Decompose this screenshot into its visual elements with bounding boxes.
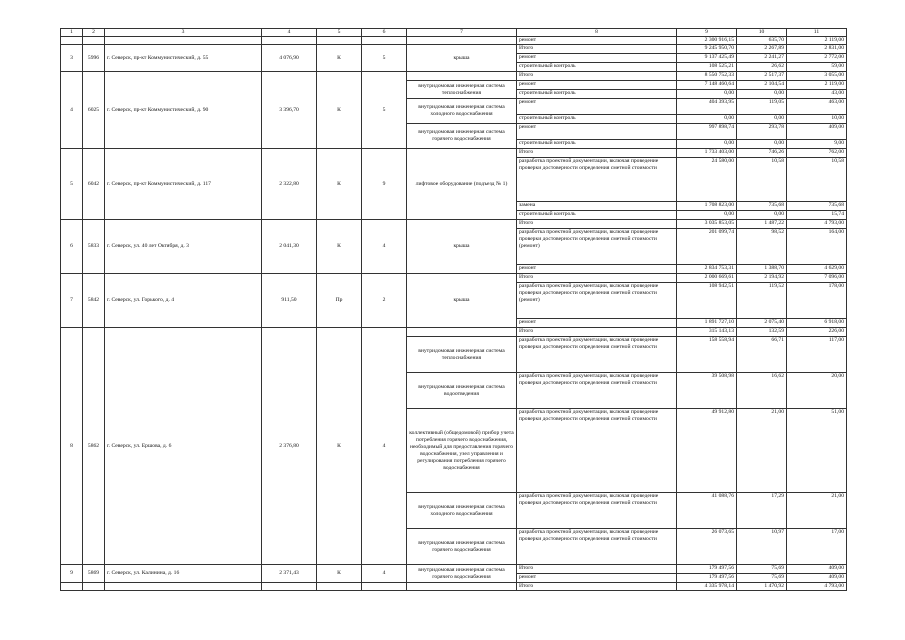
amount-total-cell: 997 898,74 — [677, 124, 737, 140]
work-type-cell: Итого — [517, 583, 677, 591]
element-cell: лифтовое оборудование (подъезд № 1) — [407, 149, 517, 220]
amount-total-cell: 179 497,56 — [677, 574, 737, 583]
amount-total-cell: 9 245 950,70 — [677, 45, 737, 54]
amount-limit-cell: 463,00 — [787, 99, 847, 115]
amount-per-m2-cell: 26,62 — [737, 63, 787, 72]
amount-per-m2-cell: 1 388,70 — [737, 265, 787, 274]
amount-per-m2-cell: 0,00 — [737, 115, 787, 124]
amount-per-m2-cell: 10,97 — [737, 529, 787, 565]
work-type-cell: Итого — [517, 72, 677, 81]
amount-limit-cell: 409,00 — [787, 574, 847, 583]
column-number-header: 11 — [787, 29, 847, 37]
floors-cell: 4 — [362, 565, 407, 583]
amount-per-m2-cell: 0,00 — [737, 211, 787, 220]
row-number-cell: 3 — [61, 45, 83, 72]
amount-total-cell: 201 099,74 — [677, 229, 737, 265]
column-number-header: 2 — [83, 29, 105, 37]
work-type-cell: ремонт — [517, 37, 677, 45]
work-type-cell: ремонт — [517, 54, 677, 63]
floors-cell: 4 — [362, 328, 407, 565]
work-type-cell: разработка проектной документации, включая проведение проверки достоверности определения сметной стоимости (ремонт) — [517, 229, 677, 265]
amount-limit-cell: 10,00 — [787, 115, 847, 124]
area-cell: 3 396,70 — [262, 72, 317, 149]
class-cell: К — [317, 45, 362, 72]
empty-cell — [317, 583, 362, 591]
work-type-cell: Итого — [517, 149, 677, 158]
class-cell: К — [317, 220, 362, 274]
work-type-cell: строительный контроль — [517, 211, 677, 220]
amount-per-m2-cell: 66,71 — [737, 337, 787, 373]
amount-total-cell: 2 834 753,31 — [677, 265, 737, 274]
address-cell: г. Северск, пр-кт Коммунистический, д. 90 — [105, 72, 262, 149]
amount-total-cell: 24 580,00 — [677, 158, 737, 202]
row-number-cell: 8 — [61, 328, 83, 565]
empty-cell — [105, 37, 262, 45]
element-cell: крыша — [407, 45, 517, 72]
work-type-cell: разработка проектной документации, включая проведение проверки достоверности определения сметной стоимости — [517, 373, 677, 409]
element-cell: внутридомовая инженерная система холодного водоснабжения — [407, 99, 517, 124]
amount-total-cell: 4 335 978,14 — [677, 583, 737, 591]
column-number-header: 9 — [677, 29, 737, 37]
amount-total-cell: 0,00 — [677, 140, 737, 149]
column-number-header: 8 — [517, 29, 677, 37]
amount-limit-cell: 9,00 — [787, 140, 847, 149]
amount-limit-cell: 3 055,00 — [787, 72, 847, 81]
class-cell: К — [317, 565, 362, 583]
work-type-cell: разработка проектной документации, включая проведение проверки достоверности определения сметной стоимости — [517, 493, 677, 529]
amount-per-m2-cell: 2 267,89 — [737, 45, 787, 54]
class-cell: Пр — [317, 274, 362, 328]
amount-limit-cell: 6 918,00 — [787, 319, 847, 328]
area-cell: 2 376,80 — [262, 328, 317, 565]
row-number-cell: 4 — [61, 72, 83, 149]
area-cell: 4 076,90 — [262, 45, 317, 72]
amount-per-m2-cell: 2 194,92 — [737, 274, 787, 283]
amount-limit-cell: 226,00 — [787, 328, 847, 337]
amount-limit-cell: 20,00 — [787, 373, 847, 409]
element-cell: внутридомовая инженерная система теплоснабжения — [407, 81, 517, 99]
work-type-cell: Итого — [517, 220, 677, 229]
amount-total-cell: 49 912,80 — [677, 409, 737, 493]
amount-per-m2-cell: 0,00 — [737, 140, 787, 149]
amount-total-cell: 404 393,95 — [677, 99, 737, 115]
address-cell: г. Северск, пр-кт Коммунистический, д. 55 — [105, 45, 262, 72]
floors-cell: 5 — [362, 45, 407, 72]
row-number-cell: 7 — [61, 274, 83, 328]
amount-per-m2-cell: 1 487,22 — [737, 220, 787, 229]
class-cell: К — [317, 328, 362, 565]
work-type-cell: ремонт — [517, 574, 677, 583]
work-type-cell: разработка проектной документации, включая проведение проверки достоверности определения сметной стоимости — [517, 337, 677, 373]
amount-total-cell: 9 137 425,49 — [677, 54, 737, 63]
work-type-cell: разработка проектной документации, включая проведение проверки достоверности определения сметной стоимости — [517, 529, 677, 565]
amount-total-cell: 0,00 — [677, 115, 737, 124]
amount-per-m2-cell: 1 470,92 — [737, 583, 787, 591]
amount-per-m2-cell: 2 517,37 — [737, 72, 787, 81]
amount-per-m2-cell: 75,69 — [737, 565, 787, 574]
table-row — [61, 274, 847, 283]
element-cell: внутридомовая инженерная система горячего водоснабжения — [407, 529, 517, 565]
amount-per-m2-cell: 16,62 — [737, 373, 787, 409]
amount-total-cell: 179 497,56 — [677, 565, 737, 574]
work-type-cell: строительный контроль — [517, 90, 677, 99]
amount-per-m2-cell: 0,00 — [737, 90, 787, 99]
amount-limit-cell: 164,00 — [787, 229, 847, 265]
amount-total-cell: 1 733 403,00 — [677, 149, 737, 158]
address-cell: г. Северск, ул. Калинина, д. 16 — [105, 565, 262, 583]
floors-cell: 4 — [362, 220, 407, 274]
amount-per-m2-cell: 735,68 — [737, 202, 787, 211]
amount-per-m2-cell: 132,59 — [737, 328, 787, 337]
floors-cell: 5 — [362, 72, 407, 149]
amount-total-cell: 3 035 853,05 — [677, 220, 737, 229]
amount-limit-cell: 21,00 — [787, 493, 847, 529]
amount-per-m2-cell: 17,29 — [737, 493, 787, 529]
empty-cell — [83, 37, 105, 45]
amount-limit-cell: 762,00 — [787, 149, 847, 158]
work-type-cell: ремонт — [517, 265, 677, 274]
amount-limit-cell: 2 119,00 — [787, 81, 847, 90]
amount-limit-cell: 17,00 — [787, 529, 847, 565]
amount-limit-cell: 117,00 — [787, 337, 847, 373]
empty-cell — [262, 583, 317, 591]
amount-limit-cell: 4 629,00 — [787, 265, 847, 274]
work-type-cell: Итого — [517, 274, 677, 283]
empty-cell — [105, 583, 262, 591]
amount-total-cell: 39 508,98 — [677, 373, 737, 409]
table-row — [61, 328, 847, 337]
column-number-header: 7 — [407, 29, 517, 37]
amount-per-m2-cell: 2 241,27 — [737, 54, 787, 63]
table-row — [61, 37, 847, 45]
amount-per-m2-cell: 2 075,40 — [737, 319, 787, 328]
address-cell: г. Северск, ул. 40 лет Октября, д. 3 — [105, 220, 262, 274]
amount-per-m2-cell: 98,52 — [737, 229, 787, 265]
amount-total-cell: 8 550 752,33 — [677, 72, 737, 81]
element-cell: внутридомовая инженерная система водоотведения — [407, 373, 517, 409]
amount-limit-cell: 4 793,00 — [787, 583, 847, 591]
amount-limit-cell: 409,00 — [787, 124, 847, 140]
house-id-cell: 6025 — [83, 72, 105, 149]
amount-total-cell: 315 143,13 — [677, 328, 737, 337]
amount-total-cell: 0,00 — [677, 211, 737, 220]
amount-total-cell: 2 300 916,15 — [677, 37, 737, 45]
element-cell: внутридомовая инженерная система холодного водоснабжения — [407, 493, 517, 529]
area-cell: 2 041,30 — [262, 220, 317, 274]
work-type-cell: ремонт — [517, 124, 677, 140]
amount-total-cell: 41 088,76 — [677, 493, 737, 529]
amount-per-m2-cell: 119,52 — [737, 283, 787, 319]
house-id-cell: 5996 — [83, 45, 105, 72]
work-type-cell: Итого — [517, 565, 677, 574]
work-type-cell: строительный контроль — [517, 63, 677, 72]
empty-cell — [61, 37, 83, 45]
table-row — [61, 149, 847, 158]
work-type-cell: разработка проектной документации, включая проведение проверки достоверности определения сметной стоимости — [517, 158, 677, 202]
house-id-cell: 5842 — [83, 274, 105, 328]
house-id-cell: 5869 — [83, 565, 105, 583]
column-number-header: 5 — [317, 29, 362, 37]
work-type-cell: Итого — [517, 328, 677, 337]
amount-total-cell: 7 148 460,64 — [677, 81, 737, 90]
address-cell: г. Северск, ул. Ершова, д. 6 — [105, 328, 262, 565]
element-cell: внутридомовая инженерная система теплоснабжения — [407, 337, 517, 373]
house-id-cell: 6042 — [83, 149, 105, 220]
row-number-cell: 5 — [61, 149, 83, 220]
amount-total-cell: 108 942,51 — [677, 283, 737, 319]
amount-limit-cell: 409,00 — [787, 565, 847, 574]
column-number-header: 4 — [262, 29, 317, 37]
area-cell: 2 322,80 — [262, 149, 317, 220]
table-row — [61, 72, 847, 81]
amount-per-m2-cell: 119,05 — [737, 99, 787, 115]
table-row — [61, 565, 847, 574]
class-cell: К — [317, 149, 362, 220]
amount-total-cell: 26 073,65 — [677, 529, 737, 565]
amount-limit-cell: 7 096,00 — [787, 274, 847, 283]
capital-repair-table — [60, 28, 847, 591]
element-cell: внутридомовая инженерная система горячего водоснабжения — [407, 124, 517, 149]
amount-limit-cell: 4 793,00 — [787, 220, 847, 229]
amount-limit-cell: 735,68 — [787, 202, 847, 211]
empty-cell — [61, 583, 83, 591]
row-number-cell: 6 — [61, 220, 83, 274]
area-cell: 911,50 — [262, 274, 317, 328]
empty-cell — [362, 583, 407, 591]
amount-limit-cell: 178,00 — [787, 283, 847, 319]
area-cell: 2 371,43 — [262, 565, 317, 583]
column-number-header: 6 — [362, 29, 407, 37]
work-type-cell: строительный контроль — [517, 140, 677, 149]
empty-cell — [407, 72, 517, 81]
amount-total-cell: 108 525,21 — [677, 63, 737, 72]
work-type-cell: ремонт — [517, 99, 677, 115]
amount-limit-cell: 10,58 — [787, 158, 847, 202]
table-row — [61, 45, 847, 54]
header-row — [61, 29, 847, 37]
work-type-cell: ремонт — [517, 81, 677, 90]
amount-total-cell: 0,00 — [677, 90, 737, 99]
empty-cell — [407, 583, 517, 591]
amount-total-cell: 1 891 727,10 — [677, 319, 737, 328]
amount-limit-cell: 2 831,00 — [787, 45, 847, 54]
amount-per-m2-cell: 10,58 — [737, 158, 787, 202]
amount-total-cell: 2 000 669,61 — [677, 274, 737, 283]
work-type-cell: разработка проектной документации, включая проведение проверки достоверности определения сметной стоимости — [517, 409, 677, 493]
amount-total-cell: 1 708 823,00 — [677, 202, 737, 211]
work-type-cell: Итого — [517, 45, 677, 54]
element-cell: крыша — [407, 220, 517, 274]
amount-limit-cell: 51,00 — [787, 409, 847, 493]
amount-per-m2-cell: 75,69 — [737, 574, 787, 583]
empty-cell — [407, 37, 517, 45]
address-cell: г. Северск, ул. Горького, д. 4 — [105, 274, 262, 328]
floors-cell: 2 — [362, 274, 407, 328]
column-number-header: 3 — [105, 29, 262, 37]
class-cell: К — [317, 72, 362, 149]
address-cell: г. Северск, пр-кт Коммунистический, д. 117 — [105, 149, 262, 220]
amount-limit-cell: 2 119,00 — [787, 37, 847, 45]
column-number-header: 1 — [61, 29, 83, 37]
work-type-cell: строительный контроль — [517, 115, 677, 124]
work-type-cell: замена — [517, 202, 677, 211]
column-number-header: 10 — [737, 29, 787, 37]
house-id-cell: 5862 — [83, 328, 105, 565]
empty-cell — [83, 583, 105, 591]
element-cell: коллективный (общедомовой) прибор учета потребления горячего водоснабжения, необходимый для предоставления горячего водоснабжения, узел управления и регулирования потребления горячего водоснабжения — [407, 409, 517, 493]
row-number-cell: 9 — [61, 565, 83, 583]
amount-per-m2-cell: 746,26 — [737, 149, 787, 158]
element-cell: крыша — [407, 274, 517, 328]
amount-per-m2-cell: 2 104,54 — [737, 81, 787, 90]
empty-cell — [407, 328, 517, 337]
amount-limit-cell: 2 772,00 — [787, 54, 847, 63]
amount-per-m2-cell: 21,00 — [737, 409, 787, 493]
work-type-cell: разработка проектной документации, включая проведение проверки достоверности определения сметной стоимости (ремонт) — [517, 283, 677, 319]
work-type-cell: ремонт — [517, 319, 677, 328]
amount-limit-cell: 15,74 — [787, 211, 847, 220]
empty-cell — [317, 37, 362, 45]
amount-limit-cell: 59,00 — [787, 63, 847, 72]
empty-cell — [362, 37, 407, 45]
amount-total-cell: 158 558,94 — [677, 337, 737, 373]
amount-per-m2-cell: 293,78 — [737, 124, 787, 140]
table-row — [61, 220, 847, 229]
document-page — [60, 28, 846, 591]
table-row — [61, 583, 847, 591]
amount-per-m2-cell: 635,70 — [737, 37, 787, 45]
element-cell: внутридомовая инженерная система горячего водоснабжения — [407, 565, 517, 583]
empty-cell — [262, 37, 317, 45]
amount-limit-cell: 43,00 — [787, 90, 847, 99]
house-id-cell: 5833 — [83, 220, 105, 274]
floors-cell: 9 — [362, 149, 407, 220]
